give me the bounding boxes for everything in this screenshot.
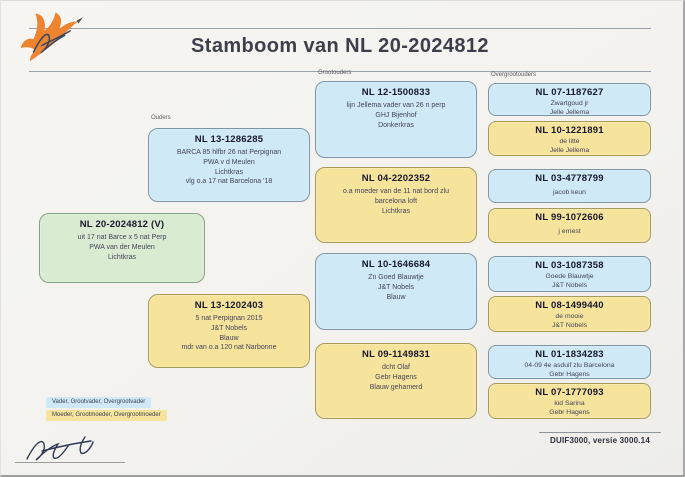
pigeon-info-line: Zn Goed Blauwtje [368,274,424,281]
signature-rule [15,462,125,463]
signature-icon [23,435,123,468]
pedigree-box-ggparent-7 [488,345,651,379]
pedigree-box-ggparent-2 [488,121,651,156]
ring-number: NL 08-1499440 [535,300,604,311]
pigeon-info-line: lijn Jellema vader van 26 n perp [346,102,446,109]
ring-number: NL 20-2024812 (V) [79,219,165,230]
pigeon-info-line: vlg o.a 17 nat Barcelona '18 [185,178,273,186]
pigeon-info-line: Donkerkras [378,121,414,129]
page-title: Stamboom van NL 20-2024812 [191,35,489,57]
legend-father-line: Vader, Grootvader, Overgrootvader [46,397,151,408]
pigeon-info-line: Goede Blauwtje [545,273,594,280]
pigeon-info-line: Jelle Jellema [549,147,590,155]
pedigree-box-grandparent-4 [315,343,477,419]
legend-mother-line: Moeder, Grootmoeder, Overgrootmoeder [46,410,167,421]
pigeon-info-line: BARCA 85 hlfbr 26 nat Perpignan [176,149,282,156]
pigeon-info-line: Gebr Hagens [549,371,590,379]
pigeon-info-line: PWA v d Meulen [203,158,255,166]
pigeon-info-line: Lichtkras [214,168,243,176]
pigeon-info-line: de mooie [555,313,584,320]
column-label-great-grandparents: Overgrootouders [491,72,537,78]
ring-number: NL 10-1646684 [361,259,431,270]
ring-number: NL 07-1187627 [535,87,604,98]
pigeon-info-line: Gebr Hagens [549,409,590,417]
pigeon-info-line: uit 17 nat Barce x 5 nat Perp [77,234,167,241]
pedigree-box-ggparent-5 [488,256,651,292]
pedigree-box-ggparent-1 [488,83,651,116]
ring-number: NL 10-1221891 [535,125,604,136]
column-label-parents: Ouders [151,115,171,121]
pedigree-box-grandparent-2 [315,167,477,243]
pedigree-box-mother [148,294,310,368]
pigeon-info-line: barcelona loft [374,197,418,205]
pigeon-info-line: J&T Nobels [210,324,248,332]
pigeon-info-line: Zwartgoud jr [550,100,589,107]
ring-number: NL 12-1500833 [361,87,431,98]
pigeon-info-line: dcht Olaf [381,364,410,371]
pigeon-info-line: J&T Nobels [551,322,587,330]
ring-number: NL 07-1777093 [535,387,604,398]
pigeon-info-line: Lichtkras [381,207,410,215]
ring-number: NL 01-1834283 [535,349,604,360]
pigeon-info-line: 5 nat Perpignan 2015 [195,315,263,322]
ring-number: NL 09-1149831 [362,349,430,360]
pedigree-box-father [148,128,310,202]
pigeon-info-line: Blauw gehamerd [369,383,423,391]
software-version: DUIF3000, versie 3000.14 [550,436,650,445]
pedigree-box-ggparent-4 [488,208,651,243]
ring-number: NL 99-1072606 [535,212,604,223]
footer-rule [539,432,661,433]
pedigree-box-grandparent-3 [315,253,477,330]
pedigree-box-ggparent-8 [488,383,651,419]
ring-number: NL 04-2202352 [361,173,431,184]
header-rule-top [29,28,651,29]
pigeon-info-line: Blauw [386,293,406,301]
pedigree-box-grandparent-1 [315,81,477,158]
ring-number: NL 03-4778799 [535,173,604,184]
pigeon-info-line: kid Sarina [554,400,585,407]
pigeon-info-line: J&T Nobels [551,282,587,290]
column-label-grandparents: Grootouders [318,70,352,76]
pigeon-info-line: GHJ Bijenhof [375,111,417,119]
ring-number: NL 03-1087358 [535,260,604,271]
pedigree-box-subject [39,213,205,283]
pigeon-info-line: j ernest [558,228,581,235]
pigeon-info-line: o.a moeder van de 11 nat bord zlu [342,188,450,195]
pedigree-box-ggparent-6 [488,296,651,332]
ring-number: NL 13-1202403 [194,300,264,311]
pigeon-info-line: jacob keun [553,189,586,196]
ring-number: NL 13-1286285 [194,134,264,145]
pigeon-info-line: Lichtkras [107,253,136,261]
pigeon-info-line: Blauw [219,334,239,342]
pigeon-info-line: Jelle Jellema [549,109,590,117]
pigeon-info-line: PWA van der Meulen [89,243,155,251]
pigeon-info-line: 04-09 4e asduif zlu Barcelona [524,362,615,369]
pigeon-info-line: de litte [559,138,580,145]
pigeon-info-line: J&T Nobels [377,283,415,291]
pedigree-box-ggparent-3 [488,169,651,203]
pigeon-info-line: mdr van o.a 120 nat Narbonne [181,344,277,352]
pigeon-info-line: Gebr Hagens [375,373,417,381]
bird-logo-icon [17,9,83,76]
